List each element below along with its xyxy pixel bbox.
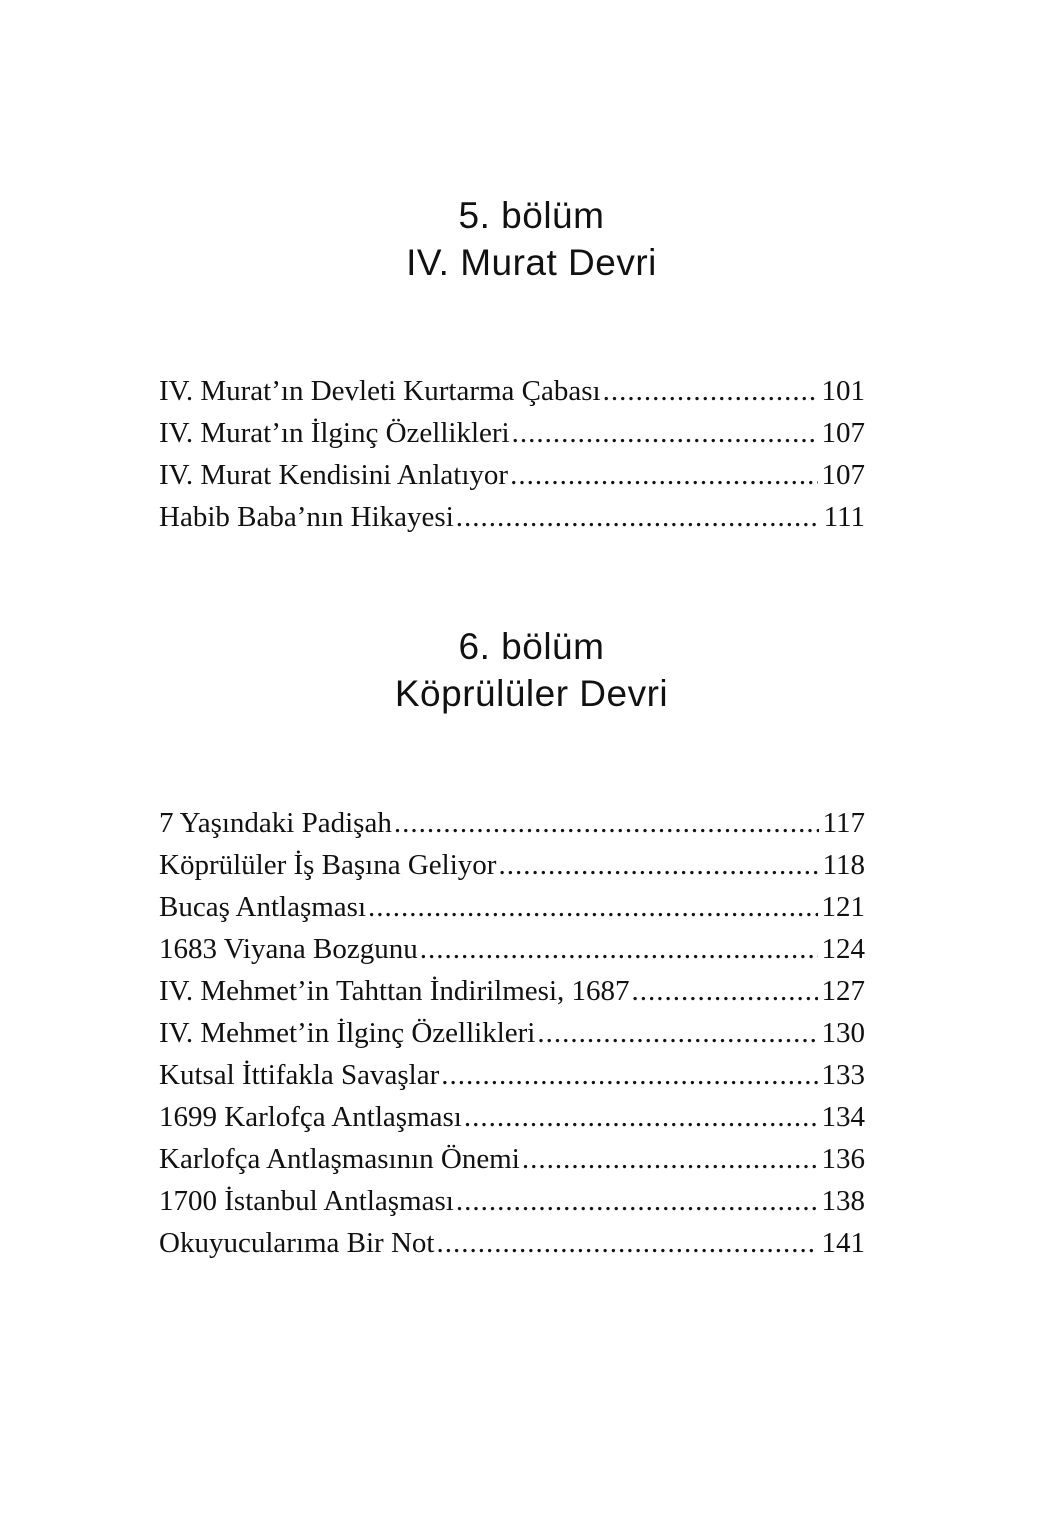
toc-entry-title: Habib Baba’nın Hikayesi [159, 501, 454, 533]
toc-leader-dots [420, 928, 818, 970]
toc-entry-title: IV. Mehmet’in Tahttan İndirilmesi, 1687 [159, 975, 630, 1007]
toc-entry-title: 1700 İstanbul Antlaşması [159, 1185, 454, 1217]
toc-leader-dots [368, 886, 817, 928]
toc-entry-title: Karlofça Antlaşmasının Önemi [159, 1143, 520, 1175]
toc-leader-dots [456, 496, 820, 538]
toc-leader-dots [510, 454, 817, 496]
toc-entry-title: Köprülüler İş Başına Geliyor [159, 849, 497, 881]
toc-leader-dots [522, 1138, 818, 1180]
toc-entry-page: 101 [821, 375, 865, 407]
chapter-5-heading [0, 192, 1063, 286]
toc-entry[interactable] [159, 844, 865, 886]
toc-entry-page: 117 [822, 807, 865, 839]
toc-entry[interactable] [159, 1222, 865, 1264]
toc-entry-page: 141 [821, 1227, 865, 1259]
toc-entry-page: 133 [821, 1059, 865, 1091]
toc-entry-page: 107 [821, 417, 865, 449]
toc-leader-dots [632, 970, 818, 1012]
toc-entry[interactable] [159, 928, 865, 970]
toc-leader-dots [603, 370, 818, 412]
toc-entry-page: 107 [821, 459, 865, 491]
toc-entry-page: 138 [821, 1185, 865, 1217]
toc-entry-page: 121 [821, 891, 865, 923]
chapter-6-title: Köprülüler Devri [394, 673, 669, 714]
toc-entry-title: Kutsal İttifakla Savaşlar [159, 1059, 440, 1091]
chapter-6-number: 6. bölüm [458, 626, 605, 667]
toc-leader-dots [464, 1096, 818, 1138]
toc-leader-dots [456, 1180, 818, 1222]
toc-entry-title: IV. Mehmet’in İlginç Özellikleri [159, 1017, 536, 1049]
toc-leader-dots [436, 1222, 817, 1264]
toc-entry-page: 127 [821, 975, 865, 1007]
toc-entry-page: 118 [822, 849, 865, 881]
toc-entry-title: Okuyucularıma Bir Not [159, 1227, 435, 1259]
chapter-5-toc [159, 370, 865, 538]
toc-entry[interactable] [159, 412, 865, 454]
toc-entry-title: IV. Murat’ın İlginç Özellikleri [159, 417, 510, 449]
toc-entry[interactable] [159, 1138, 865, 1180]
toc-entry-title: IV. Murat Kendisini Anlatıyor [159, 459, 509, 491]
chapter-5-number: 5. bölüm [458, 195, 605, 236]
toc-entry[interactable] [159, 1180, 865, 1222]
toc-leader-dots [512, 412, 818, 454]
toc-leader-dots [537, 1012, 817, 1054]
toc-entry-title: 1699 Karlofça Antlaşması [159, 1101, 462, 1133]
toc-entry-page: 134 [821, 1101, 865, 1133]
toc-leader-dots [498, 844, 818, 886]
toc-entry-title: 1683 Viyana Bozgunu [159, 933, 418, 965]
toc-entry[interactable] [159, 454, 865, 496]
toc-entry[interactable] [159, 802, 865, 844]
toc-entry-title: 7 Yaşındaki Padişah [159, 807, 392, 839]
toc-entry-page: 136 [821, 1143, 865, 1175]
toc-entry[interactable] [159, 496, 865, 538]
toc-entry[interactable] [159, 970, 865, 1012]
toc-entry[interactable] [159, 1054, 865, 1096]
toc-leader-dots [441, 1054, 817, 1096]
toc-leader-dots [394, 802, 819, 844]
toc-entry-title: IV. Murat’ın Devleti Kurtarma Çabası [159, 375, 601, 407]
toc-entry[interactable] [159, 1012, 865, 1054]
chapter-6-heading [0, 623, 1063, 717]
chapter-6-toc [159, 802, 865, 1264]
toc-entry-page: 124 [821, 933, 865, 965]
toc-entry[interactable] [159, 370, 865, 412]
toc-entry-title: Bucaş Antlaşması [159, 891, 367, 923]
toc-entry[interactable] [159, 886, 865, 928]
toc-entry-page: 111 [823, 501, 865, 533]
chapter-5-title: IV. Murat Devri [406, 242, 657, 283]
toc-entry[interactable] [159, 1096, 865, 1138]
toc-entry-page: 130 [821, 1017, 865, 1049]
